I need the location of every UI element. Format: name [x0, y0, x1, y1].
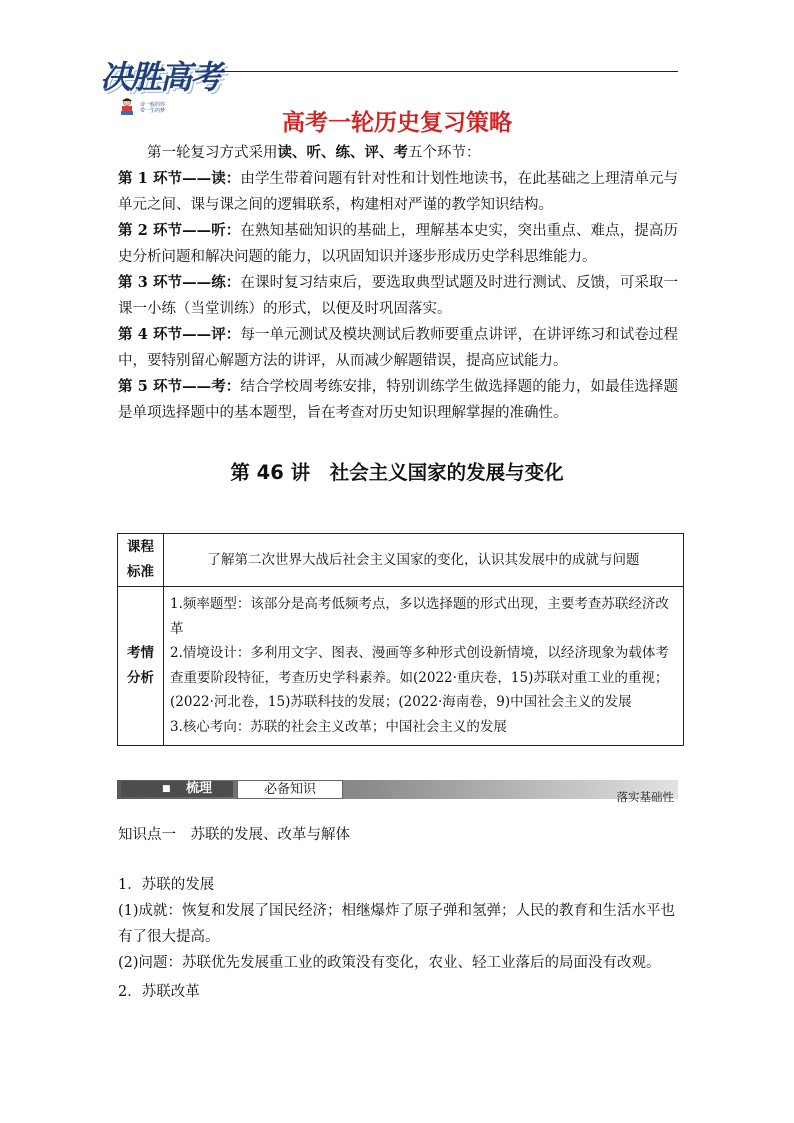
- table-head-cell: 课程 标准: [118, 534, 164, 587]
- lesson-title: 第 46 讲 社会主义国家的发展与变化: [230, 461, 564, 484]
- section-right-label: 落实基础性: [616, 790, 674, 804]
- section-bar: [117, 779, 678, 804]
- table-body-cell: 了解第二次世界大战后社会主义国家的变化，认识其发展中的成就与问题: [164, 534, 684, 587]
- header-rule: [214, 71, 678, 72]
- subheading: 2．苏联改革: [118, 984, 200, 1000]
- knowledge-point-title: 知识点一 苏联的发展、改革与解体: [118, 827, 350, 843]
- analysis-line: 3.核心考向：苏联的社会主义改革；中国社会主义的发展: [170, 718, 507, 735]
- step-4-paragraph: 第 4 环节——评：每一单元测试及模块测试后教师要重点讲评，在讲评练习和试卷过程中，要特别留心解题方法的讲评，从而减少解题错误，提高应试能力。: [118, 326, 678, 369]
- intro-paragraph: 第一轮复习方式采用读、听、练、评、考五个环节：: [147, 144, 481, 161]
- logo-subtitle: 诗一般的你 带一生的梦: [140, 102, 166, 114]
- outline-table: [117, 533, 684, 746]
- table-body-cell: [164, 587, 684, 746]
- analysis-line: 2.情境设计：多利用文字、图表、漫画等多种形式创设新情境，以经济现象为载体考查重要阶段特征，考查历史学科素养。如(2022·重庆卷，15)苏联对重工业的重视；(2022·河北卷，15)苏联科技的发展；(2022·海南卷，9)中国社会主义的发展: [170, 645, 669, 710]
- table-row: [118, 534, 684, 587]
- table-row: [118, 587, 684, 746]
- table-head-cell: 考情 分析: [118, 587, 164, 746]
- square-bullet-icon: ■: [162, 784, 171, 794]
- knowledge-paragraph: (2)问题：苏联优先发展重工业的政策没有变化，农业、轻工业落后的局面没有改观。: [118, 955, 661, 971]
- section-label: 梳理: [186, 781, 213, 796]
- knowledge-paragraph: (1)成就：恢复和发展了国民经济；相继爆炸了原子弹和氢弹；人民的教育和生活水平也有了很大提高。: [118, 903, 676, 945]
- page-title: 高考一轮历史复习策略: [282, 110, 512, 136]
- section-label-box: [121, 781, 233, 797]
- analysis-line: 1.频率题型：该部分是高考低频考点，多以选择题的形式出现，主要考查苏联经济改革: [170, 596, 669, 637]
- step-1-paragraph: 第 1 环节——读：由学生带着问题有针对性和计划性地读书，在此基础之上理清单元与单元之间、课与课之间的逻辑联系，构建相对严谨的教学知识结构。: [118, 170, 678, 213]
- step-2-paragraph: 第 2 环节——听：在熟知基础知识的基础上，理解基本史实，突出重点、难点，提高历史分析问题和解决问题的能力，以巩固知识并逐步形成历史学科思维能力。: [118, 222, 678, 265]
- step-5-paragraph: 第 5 环节——考：结合学校周考练安排，特别训练学生做选择题的能力，如最佳选择题是单项选择题中的基本题型，旨在考查对历史知识理解掌握的准确性。: [118, 378, 678, 421]
- subheading: 1．苏联的发展: [118, 877, 215, 893]
- section-box-label: 必备知识: [237, 780, 343, 799]
- logo-text: 决胜高考: [100, 58, 221, 96]
- step-3-paragraph: 第 3 环节——练：在课时复习结束后，要选取典型试题及时进行测试、反馈，可采取一课一小练（当堂训练）的形式，以便及时巩固落实。: [118, 274, 678, 317]
